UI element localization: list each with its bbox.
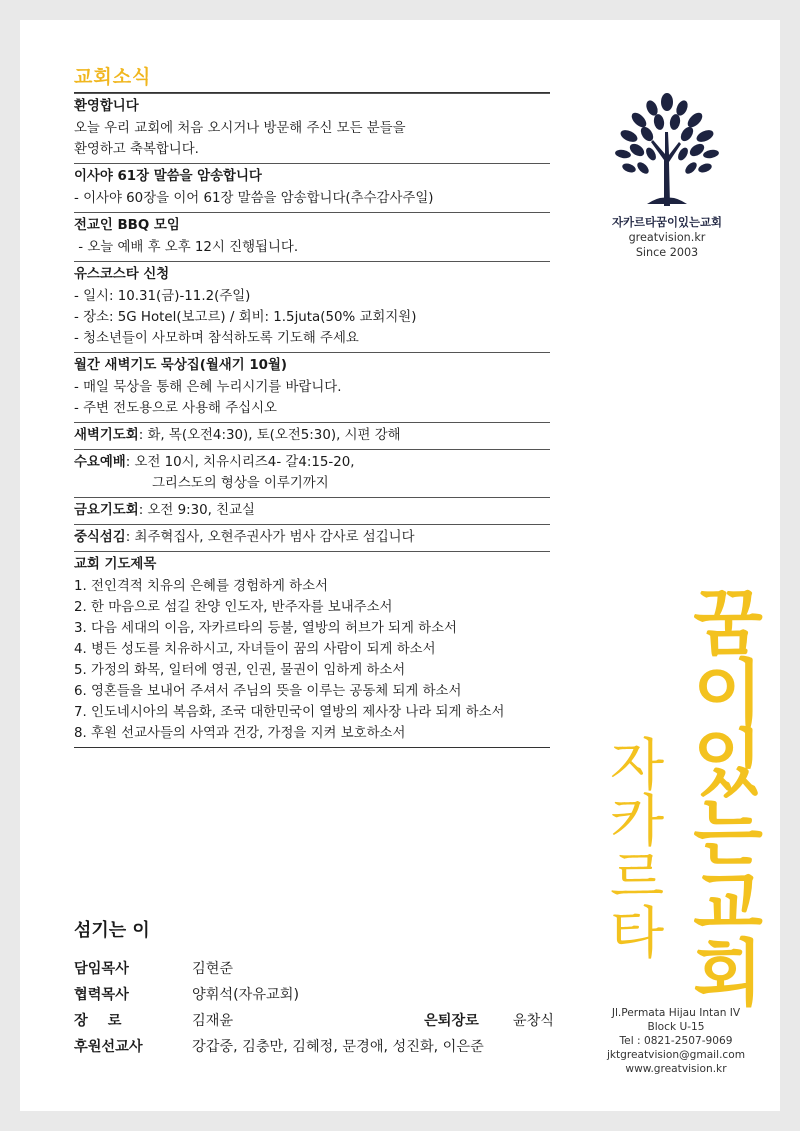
dawn-prayer-line (74, 425, 550, 446)
youth-line: - 장소: 5G Hotel(보고르) / 회비: 1.5juta(50% 교회지원) (74, 310, 417, 325)
logo-since: Since 2003 (635, 246, 699, 259)
bulletin-page (20, 20, 780, 1111)
logo-website: greatvision.kr (628, 231, 706, 244)
contact-tel: Tel : 0821-2507-9069 (619, 1035, 733, 1047)
server-row (74, 982, 554, 1008)
welcome-section (74, 93, 550, 163)
wednesday-text: : 오전 10시, 치유시리즈4- 갈4:15-20, (125, 455, 355, 470)
server-row (74, 956, 554, 982)
prayer-item: 5. 가정의 화목, 일터에 영권, 인권, 물권이 임하게 하소서 (74, 663, 406, 678)
dawn-prayer-label: 새벽기도회 (74, 428, 139, 443)
youth-title: 유스코스타 신청 (74, 267, 170, 282)
server-role: 담임목사 (74, 961, 129, 977)
friday-label: 금요기도회 (74, 503, 139, 518)
server-role: 장로 (74, 1013, 142, 1029)
welcome-line: 환영하고 축복합니다. (74, 142, 199, 157)
dawn-prayer-text: : 화, 목(오전4:30), 토(오전5:30), 시편 강해 (138, 428, 401, 443)
server-role-2: 은퇴장로 (424, 1013, 479, 1029)
server-name: 김재윤 (192, 1013, 234, 1029)
youth-line: - 청소년들이 사모하며 참석하도록 기도해 주세요 (74, 331, 359, 346)
contact-web: www.greatvision.kr (625, 1063, 727, 1075)
tree-icon (607, 92, 727, 208)
bbq-title: 전교인 BBQ 모임 (74, 218, 180, 233)
wednesday-label: 수요예배 (74, 455, 126, 470)
memorize-section (74, 163, 550, 212)
friday-section (74, 497, 550, 524)
dawn-prayer-section (74, 422, 550, 449)
contact-address-2: Block U-15 (647, 1021, 705, 1033)
wednesday-section (74, 449, 550, 497)
memorize-title: 이사야 61장 말씀을 암송합니다 (74, 169, 262, 184)
server-name: 강갑중, 김충만, 김혜정, 문경애, 성진화, 이은준 (192, 1039, 484, 1055)
devotional-line: - 매일 묵상을 통해 은혜 누리시기를 바랍니다. (74, 380, 342, 395)
youth-section (74, 261, 550, 352)
servers-title: 섬기는 이 (74, 920, 150, 941)
prayer-item: 8. 후원 선교사들의 사역과 건강, 가정을 지켜 보호하소서 (74, 726, 406, 741)
prayer-section (74, 551, 550, 747)
server-name: 양휘석(자유교회) (192, 987, 300, 1003)
lunch-text: : 최주혁집사, 오현주권사가 범사 감사로 섬깁니다 (125, 530, 415, 545)
logo-church-name: 자카르타꿈이있는교회 (611, 215, 723, 229)
server-row (74, 1034, 554, 1060)
devotional-title: 월간 새벽기도 묵상집(월새기 10월) (74, 358, 288, 373)
server-role: 협력목사 (74, 987, 129, 1003)
servers-section (74, 916, 554, 1060)
church-news (74, 62, 550, 748)
bbq-section (74, 212, 550, 261)
prayer-item: 1. 전인격적 치유의 은혜를 경험하게 하소서 (74, 579, 328, 594)
server-row (74, 1008, 554, 1034)
memorize-line: - 이사야 60장을 이어 61장 말씀을 암송합니다(추수감사주일) (74, 191, 434, 206)
devotional-section (74, 352, 550, 422)
lunch-line (74, 527, 550, 548)
prayer-item: 2. 한 마음으로 섬길 찬양 인도자, 반주자를 보내주소서 (74, 600, 393, 615)
prayer-title: 교회 기도제목 (74, 557, 157, 572)
prayer-item: 3. 다음 세대의 이음, 자카르타의 등불, 열방의 허브가 되게 하소서 (74, 621, 457, 636)
youth-line: - 일시: 10.31(금)-11.2(주일) (74, 289, 251, 304)
vertical-title-line-1: 자카르타 (600, 735, 665, 959)
bbq-line: - 오늘 예배 후 오후 12시 진행됩니다. (74, 240, 299, 255)
server-role: 후원선교사 (74, 1039, 143, 1055)
welcome-title: 환영합니다 (74, 99, 139, 114)
vertical-title-line-2: 꿈이있는교회 (680, 585, 764, 1005)
prayer-item: 6. 영혼들을 보내어 주셔서 주님의 뜻을 이루는 공동체 되게 하소서 (74, 684, 462, 699)
church-logo (592, 92, 742, 260)
section-end-rule (74, 747, 550, 748)
contact-address-1: Jl.Permata Hijau Intan IV (611, 1007, 741, 1019)
lunch-label: 중식섬김 (74, 530, 126, 545)
server-name-2: 윤창식 (512, 1013, 554, 1029)
friday-line (74, 500, 550, 521)
friday-text: : 오전 9:30, 친교실 (138, 503, 255, 518)
server-name: 김현준 (192, 961, 234, 977)
contact-email: jktgreatvision@gmail.com (606, 1049, 746, 1061)
prayer-item: 4. 병든 성도를 치유하시고, 자녀들이 꿈의 사람이 되게 하소서 (74, 642, 436, 657)
wednesday-line-2: 그리스도의 형상을 이루기까지 (152, 476, 329, 491)
welcome-line: 오늘 우리 교회에 처음 오시거나 방문해 주신 모든 분들을 (74, 121, 406, 136)
devotional-line: - 주변 전도용으로 사용해 주십시오 (74, 401, 277, 416)
lunch-section (74, 524, 550, 551)
news-heading: 교회소식 (74, 66, 152, 88)
prayer-item: 7. 인도네시아의 복음화, 조국 대한민국이 열방의 제사장 나라 되게 하소서 (74, 705, 505, 720)
contact-info (590, 1006, 762, 1076)
vertical-church-title (592, 585, 764, 1005)
wednesday-line (74, 452, 550, 473)
